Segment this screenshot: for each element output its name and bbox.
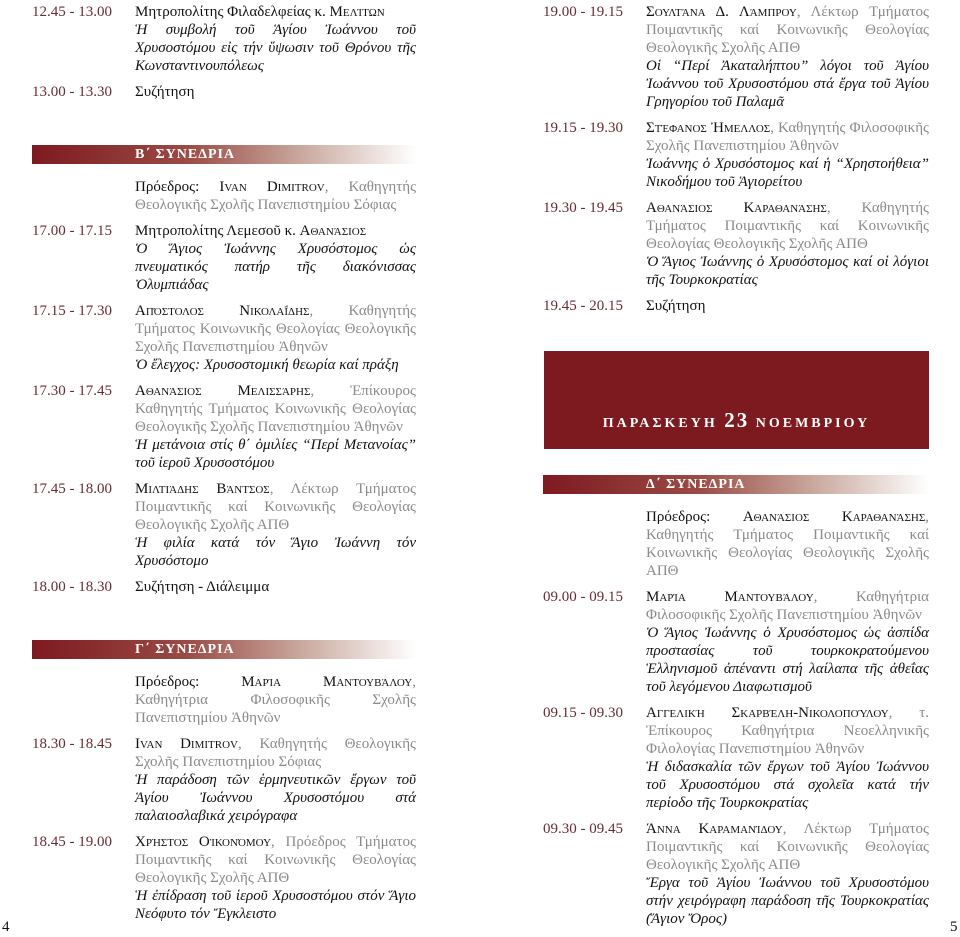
speaker-affiliation: , Καθηγητής Τμήματος Ποιμαντικῆς καί Κοινωνικῆς Θεολογίας Θεολογικῆς Σχολῆς ΑΠΘ bbox=[646, 509, 929, 579]
entry-body bbox=[646, 820, 929, 928]
time-slot: 17.45 - 18.00 bbox=[32, 481, 112, 497]
program-entry bbox=[32, 578, 416, 596]
page-number-right: 5 bbox=[950, 919, 958, 935]
speaker-name: Απόστολος Νικολαΐδης bbox=[135, 303, 310, 319]
program-entry bbox=[32, 382, 416, 472]
talk-title: Ἡ διδασκαλία τῶν ἔργων τοῦ Ἁγίου Ἰωάννου τοῦ Χρυσοστόμου στά σχολεῖα κατά τήν περίοδο τῆς Τουρκοκρατίας bbox=[646, 759, 929, 811]
speaker-name: Στέφανος Ἠμελλος bbox=[646, 120, 771, 136]
speaker-affiliation: , Καθηγητής Τμήματος Κοινωνικῆς Θεολογίας Θεολογικῆς Σχολῆς Πανεπιστημίου Ἀθηνῶν bbox=[135, 303, 416, 355]
entry-body bbox=[135, 83, 416, 101]
entry-body bbox=[646, 508, 929, 580]
speaker-name: Άννα Καραμανίδου bbox=[646, 821, 783, 837]
talk-title: Ὁ Ἅγιος Ἰωάννης ὁ Χρυσόστομος καί οἱ λόγιοι τῆς Τουρκοκρατίας bbox=[646, 254, 929, 288]
talk-title: Ὁ Ἅγιος Ἰωάννης Χρυσόστομος ὡς πνευματικός πατήρ τῆς διακόνισσας Ὀλυμπιάδας bbox=[135, 241, 416, 293]
talk-title: Ἡ ἐπίδραση τοῦ ἱεροῦ Χρυσοστόμου στόν Ἅγιο Νεόφυτο τόν Ἔγκλειστο bbox=[135, 888, 416, 922]
talk-title: Ὁ Ἅγιος Ἰωάννης ὁ Χρυσόστομος ὡς ἀσπίδα προστασίας τοῦ τουρκοκρατούμενου Ἑλληνισμοῦ ἀπέναντι στή λαίλαπα τῆς ἀθεΐας τοῦ λεγόμενου Διαφωτισμοῦ bbox=[646, 625, 929, 695]
entry-body bbox=[135, 178, 416, 214]
time-slot: 17.15 - 17.30 bbox=[32, 303, 112, 319]
speaker-name: Αθανάσιος bbox=[299, 223, 367, 239]
program-entry bbox=[32, 480, 416, 570]
session-c-label: Γ΄ ΣΥΝΕΔΡΙΑ bbox=[135, 642, 235, 657]
time-slot: 18.00 - 18.30 bbox=[32, 579, 112, 595]
chair-label: Πρόεδρος: bbox=[135, 179, 220, 195]
program-entry bbox=[32, 833, 416, 923]
program-entry bbox=[543, 588, 929, 696]
time-slot: 09.30 - 09.45 bbox=[543, 821, 623, 837]
entry-body bbox=[646, 588, 929, 696]
speaker-affiliation: , Πρόεδρος Τμήματος Ποιμαντικῆς καί Κοινωνικῆς Θεολογίας Θεολογικῆς Σχολῆς ΑΠΘ bbox=[135, 834, 416, 886]
speaker-name: Μαρία Μαντουβάλου bbox=[241, 674, 413, 690]
talk-title: Ἰωάννης ὁ Χρυσόστομος καί ἡ “Χρηστοήθεια” Νικοδήμου τοῦ Ἁγιορείτου bbox=[646, 156, 929, 190]
entry-body bbox=[646, 119, 929, 191]
time-slot: 19.00 - 19.15 bbox=[543, 4, 623, 20]
time-slot: 12.45 - 13.00 bbox=[32, 4, 112, 20]
program-entry bbox=[543, 704, 929, 812]
speaker-name: Σουλτάνα Δ. Λάμπρου bbox=[646, 4, 797, 20]
entry-text: Συζήτηση bbox=[646, 298, 706, 314]
speaker-affiliation: , Καθηγήτρια Φιλοσοφικῆς Σχολῆς Πανεπιστημίου Ἀθηνῶν bbox=[135, 674, 416, 726]
program-entry bbox=[32, 222, 416, 294]
time-slot: 18.30 - 18.45 bbox=[32, 736, 112, 752]
time-slot: 09.00 - 09.15 bbox=[543, 589, 623, 605]
session-chair bbox=[32, 178, 416, 214]
session-d-banner bbox=[543, 475, 929, 494]
speaker-affiliation: , Καθηγήτρια Φιλοσοφικῆς Σχολῆς Πανεπιστημίου Ἀθηνῶν bbox=[646, 589, 929, 623]
entry-body bbox=[135, 3, 416, 75]
program-entry bbox=[32, 83, 416, 101]
time-slot: 18.45 - 19.00 bbox=[32, 834, 112, 850]
program-entry bbox=[543, 119, 929, 191]
chair-label: Πρόεδρος: bbox=[646, 509, 743, 525]
session-chair bbox=[543, 508, 929, 580]
speaker-affiliation: , Λέκτωρ Τμήματος Ποιμαντικῆς καί Κοινωνικῆς Θεολογίας Θεολογικῆς Σχολῆς ΑΠΘ bbox=[646, 821, 929, 873]
entry-body bbox=[135, 673, 416, 727]
entry-text: Συζήτηση bbox=[135, 84, 195, 100]
talk-title: Ἡ μετάνοια στίς θ΄ ὁμιλίες “Περί Μετανοίας” τοῦ ἱεροῦ Χρυσοστόμου bbox=[135, 437, 416, 471]
program-entry bbox=[543, 3, 929, 111]
left-page-column bbox=[32, 3, 416, 931]
program-entry bbox=[543, 297, 929, 315]
speaker-prefix: Μητροπολίτης Λεμεσοῦ κ. bbox=[135, 223, 300, 239]
talk-title: Οἱ “Περί Ἀκαταλήπτου” λόγοι τοῦ Ἁγίου Ἰωάννου τοῦ Χρυσοστόμου στά ἔργα τοῦ Ἁγίου Γρηγορίου τοῦ Παλαμᾶ bbox=[646, 58, 929, 110]
right-page-column bbox=[543, 3, 929, 936]
speaker-name: Αγγελική Σκαρβέλη-Νικολοπούλου bbox=[646, 705, 889, 721]
speaker-affiliation: , Λέκτωρ Τμήματος Ποιμαντικῆς καί Κοινωνικῆς Θεολογίας Θεολογικῆς Σχολῆς ΑΠΘ bbox=[135, 481, 416, 533]
speaker-name: Αθανάσιος Καραθανάσης bbox=[646, 200, 827, 216]
speaker-affiliation: , Καθηγητής Φιλοσοφικῆς Σχολῆς Πανεπιστημίου Ἀθηνῶν bbox=[646, 120, 929, 154]
time-slot: 19.45 - 20.15 bbox=[543, 298, 623, 314]
talk-title: Ἡ παράδοση τῶν ἑρμηνευτικῶν ἔργων τοῦ Ἁγίου Ἰωάννου Χρυσοστόμου στά παλαιοσλαβικά χειρόγραφα bbox=[135, 772, 416, 824]
entry-body bbox=[646, 3, 929, 111]
session-chair bbox=[32, 673, 416, 727]
speaker-name: Μιλτιάδης Βάντσος bbox=[135, 481, 270, 497]
entry-body bbox=[135, 382, 416, 472]
talk-title: Ἡ συμβολή τοῦ Ἁγίου Ἰωάννου τοῦ Χρυσοστόμου εἰς τήν ὕψωσιν τοῦ Θρόνου τῆς Κωνσταντινουπόλεως bbox=[135, 22, 416, 74]
entry-body bbox=[135, 833, 416, 923]
entry-body bbox=[646, 704, 929, 812]
program-entry bbox=[32, 302, 416, 374]
entry-body bbox=[135, 578, 416, 596]
speaker-name: Αθανάσιος Μελισσάρης bbox=[135, 383, 311, 399]
program-entry bbox=[543, 199, 929, 289]
speaker-affiliation: , Καθηγητής Τμήματος Ποιμαντικῆς καί Κοινωνικῆς Θεολογίας Θεολογικῆς Σχολῆς ΑΠΘ bbox=[646, 200, 929, 252]
day-banner bbox=[544, 351, 929, 449]
entry-body bbox=[646, 297, 929, 315]
session-b-label: Β΄ ΣΥΝΕΔΡΙΑ bbox=[135, 147, 236, 162]
time-slot: 19.30 - 19.45 bbox=[543, 200, 623, 216]
talk-title: Ἔργα τοῦ Ἁγίου Ἰωάννου τοῦ Χρυσοστόμου στήν χειρόγραφη παράδοση τῆς Τουρκοκρατίας (Ἅγιον Ὄρος) bbox=[646, 875, 929, 927]
program-entry bbox=[543, 820, 929, 928]
entry-body bbox=[135, 735, 416, 825]
speaker-name: Ivan Dimitrov bbox=[219, 179, 325, 195]
time-slot: 19.15 - 19.30 bbox=[543, 120, 623, 136]
day-month: ΝΟΕΜΒΡΙΟΥ bbox=[755, 416, 871, 431]
speaker-affiliation: , Καθηγητής Θεολογικῆς Σχολῆς Πανεπιστημίου Σόφιας bbox=[135, 736, 416, 770]
time-slot: 09.15 - 09.30 bbox=[543, 705, 623, 721]
session-c-banner bbox=[32, 640, 416, 659]
time-slot: 13.00 - 13.30 bbox=[32, 84, 112, 100]
speaker-affiliation: , Λέκτωρ Τμήματος Ποιμαντικῆς καί Κοινωνικῆς Θεολογίας Θεολογικῆς Σχολῆς ΑΠΘ bbox=[646, 4, 929, 56]
speaker-name: Ivan Dimitrov bbox=[135, 736, 238, 752]
speaker-name: Χρήστος Οἰκονόμου bbox=[135, 834, 272, 850]
time-slot: 17.30 - 17.45 bbox=[32, 383, 112, 399]
speaker-name: Μελίτων bbox=[329, 4, 385, 20]
entry-text: Συζήτηση - Διάλειμμα bbox=[135, 579, 270, 595]
talk-title: Ὁ ἔλεγχος: Χρυσοστομική θεωρία καί πράξη bbox=[135, 357, 399, 373]
page-number-left: 4 bbox=[2, 919, 10, 935]
program-entry bbox=[32, 735, 416, 825]
speaker-name: Μαρία Μαντουβάλου bbox=[646, 589, 814, 605]
speaker-name: Αθανάσιος Καραθανάσης bbox=[742, 509, 926, 525]
session-b-banner bbox=[32, 145, 416, 164]
day-number: 23 bbox=[724, 408, 750, 432]
speaker-affiliation: , Καθηγητής Θεολογικῆς Σχολῆς Πανεπιστημίου Σόφιας bbox=[135, 179, 417, 213]
speaker-affiliation: , Ἐπίκουρος Καθηγητής Τμήματος Κοινωνικῆς Θεολογίας Θεολογικῆς Σχολῆς Πανεπιστημίου Ἀθηνῶν bbox=[135, 383, 416, 435]
entry-body bbox=[646, 199, 929, 289]
entry-body bbox=[135, 222, 416, 294]
program-entry bbox=[32, 3, 416, 75]
day-weekday: ΠΑΡΑΣΚΕΥΗ bbox=[602, 416, 718, 431]
talk-title: Ἡ φιλία κατά τόν Ἅγιο Ἰωάννη τόν Χρυσόστομο bbox=[135, 535, 416, 569]
session-d-label: Δ΄ ΣΥΝΕΔΡΙΑ bbox=[646, 477, 746, 492]
day-banner-text bbox=[544, 408, 929, 433]
speaker-prefix: Μητροπολίτης Φιλαδελφείας κ. bbox=[135, 4, 330, 20]
chair-label: Πρόεδρος: bbox=[135, 674, 242, 690]
time-slot: 17.00 - 17.15 bbox=[32, 223, 112, 239]
entry-body bbox=[135, 480, 416, 570]
entry-body bbox=[135, 302, 416, 374]
speaker-affiliation: , τ. Ἐπίκουρος Καθηγήτρια Νεοελληνικῆς Φιλολογίας Πανεπιστημίου Ἀθηνῶν bbox=[646, 705, 930, 757]
